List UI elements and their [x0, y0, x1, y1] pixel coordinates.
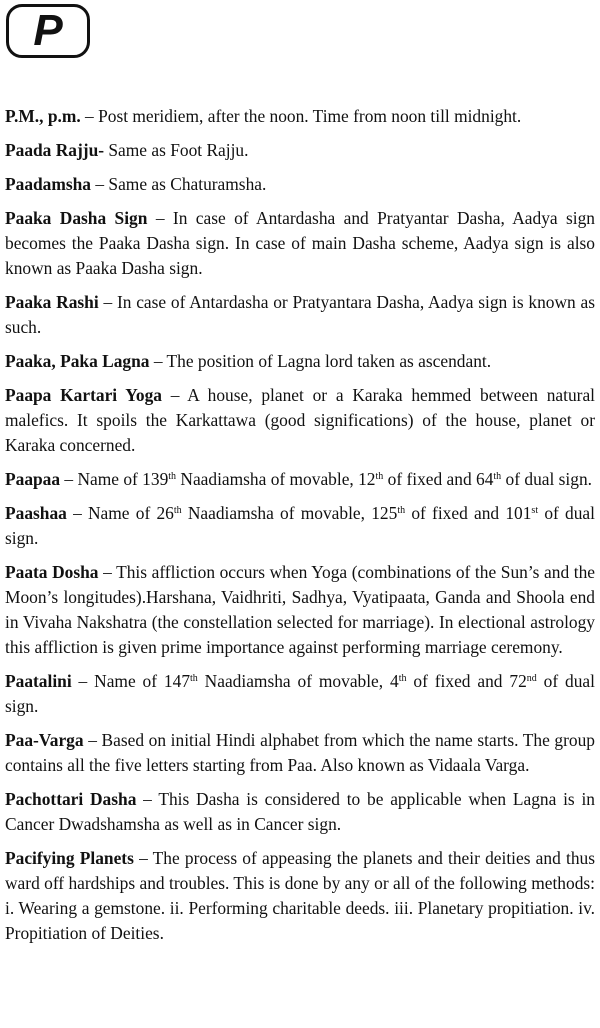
entry-definition: of dual sign. [501, 469, 592, 489]
entry-definition: of fixed and 72 [406, 671, 527, 691]
entry-term: P.M., p.m. [5, 106, 81, 126]
entry-definition: Naadiamsha of movable, 4 [197, 671, 399, 691]
entry-definition: – Same as Chaturamsha. [91, 174, 267, 194]
entry-term: Paapa Kartari Yoga [5, 385, 162, 405]
entry-term: Paatalini [5, 671, 72, 691]
ordinal-suffix: nd [526, 673, 537, 684]
ordinal-suffix: th [173, 505, 182, 516]
entry-term: Paaka Dasha Sign [5, 208, 148, 228]
entry-definition: of dual sign. [5, 503, 595, 548]
ordinal-suffix: th [398, 673, 407, 684]
entry-definition: – This Dasha is considered to be applicable when Lagna is in Cancer Dwadshamsha as well as in Cancer sign. [5, 789, 595, 834]
entry-term: Paa-Varga [5, 730, 84, 750]
glossary-entry [5, 349, 595, 374]
entry-definition: – In case of Antardasha and Pratyantar Dasha, Aadya sign becomes the Paaka Dasha sign. In case of main Dasha scheme, Aadya sign is also known as Paaka Dasha sign. [5, 208, 595, 278]
glossary-entry [5, 846, 595, 946]
entry-term: Paata Dosha [5, 562, 99, 582]
entry-definition: – This affliction occurs when Yoga (combinations of the Sun’s and the Moon’s longitudes).Harshana, Vaidhriti, Sadhya, Vyatipaata, Ganda and Shoola end in Vivaha Nakshatra (the constellation selected for marriage). In electional astrology this affliction is given prime importance against performing marriage ceremony. [5, 562, 595, 657]
entry-definition: – The process of appeasing the planets and their deities and thus ward off hardships and troubles. This is done by any or all of the following methods: i. Wearing a gemstone. ii. Performing charitable deeds. iii. Planetary propitiation. iv. Propitiation of Deities. [5, 848, 595, 943]
entry-definition: Same as Foot Rajju. [104, 140, 249, 160]
glossary-entry [5, 138, 595, 163]
entry-term: Paaka, Paka Lagna [5, 351, 150, 371]
section-letter: P [33, 6, 63, 55]
entry-term: Paapaa [5, 469, 61, 489]
entry-term: Paadamsha [5, 174, 92, 194]
ordinal-suffix: st [531, 505, 539, 516]
section-letter-box [6, 4, 90, 58]
entry-definition: – Name of 26 [66, 503, 174, 523]
glossary-entry [5, 467, 595, 492]
ordinal-suffix: th [168, 471, 177, 482]
entry-definition: – Based on initial Hindi alphabet from which the name starts. The group contains all the five letters starting from Paa. Also known as Vidaala Varga. [5, 730, 595, 775]
entry-definition: – Name of 147 [71, 671, 191, 691]
entry-definition: – Name of 139 [60, 469, 169, 489]
ordinal-suffix: th [397, 505, 406, 516]
entry-term: Paada Rajju- [5, 140, 105, 160]
ordinal-suffix: th [375, 471, 384, 482]
ordinal-suffix: th [190, 673, 198, 684]
entry-term: Pacifying Planets [5, 848, 134, 868]
glossary-entry [5, 728, 595, 778]
entry-definition: of fixed and 64 [383, 469, 494, 489]
entry-definition: – Post meridiem, after the noon. Time from noon till midnight. [80, 106, 522, 126]
entry-definition: Naadiamsha of movable, 12 [176, 469, 376, 489]
entry-definition: – A house, planet or a Karaka hemmed between natural malefics. It spoils the Karkattawa (good significations) of the house, planet or Karaka concerned. [5, 385, 596, 455]
glossary-entry [5, 383, 595, 458]
glossary-entry [5, 560, 595, 660]
glossary-entries [5, 104, 595, 955]
glossary-entry [5, 669, 595, 719]
glossary-entry [5, 501, 595, 551]
entry-term: Paashaa [5, 503, 67, 523]
glossary-entry [5, 104, 595, 129]
entry-definition: – The position of Lagna lord taken as ascendant. [149, 351, 492, 371]
glossary-entry [5, 787, 595, 837]
entry-definition: Naadiamsha of movable, 125 [181, 503, 398, 523]
ordinal-suffix: th [493, 471, 502, 482]
entry-definition: – In case of Antardasha or Pratyantara Dasha, Aadya sign is known as such. [5, 292, 595, 337]
glossary-entry [5, 172, 595, 197]
entry-definition: of dual sign. [5, 671, 595, 716]
glossary-entry [5, 206, 595, 281]
entry-definition: of fixed and 101 [405, 503, 532, 523]
entry-term: Paaka Rashi [5, 292, 99, 312]
entry-term: Pachottari Dasha [5, 789, 137, 809]
glossary-entry [5, 290, 595, 340]
